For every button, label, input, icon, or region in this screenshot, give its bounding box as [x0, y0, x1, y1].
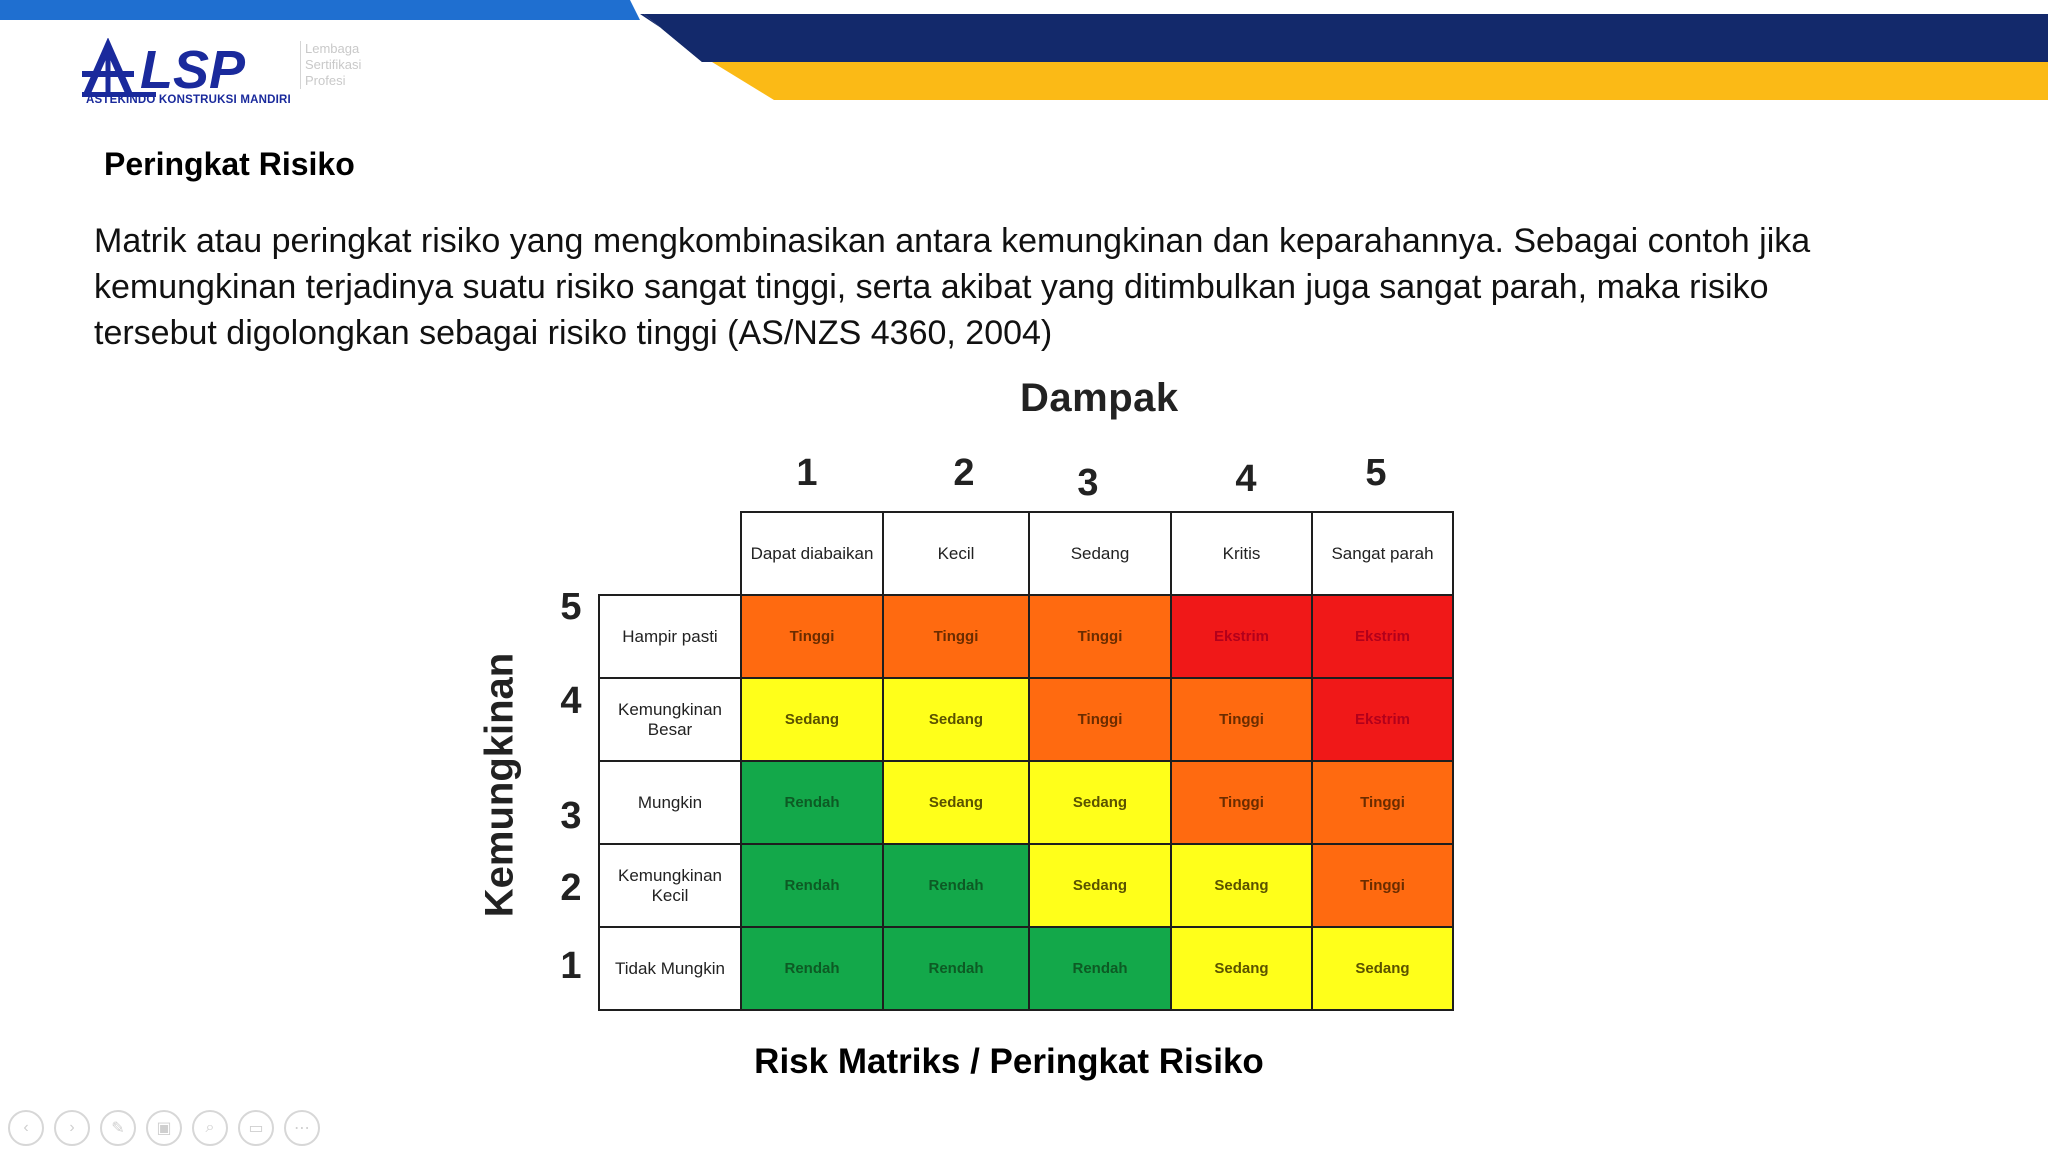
- risk-cell: Rendah: [883, 844, 1029, 927]
- impact-number: 4: [1235, 458, 1257, 500]
- likelihood-number: 4: [560, 680, 582, 722]
- risk-cell: Sedang: [883, 678, 1029, 761]
- likelihood-label: Kemungkinan Besar: [599, 678, 741, 761]
- risk-cell: Tinggi: [1171, 678, 1312, 761]
- risk-cell: Rendah: [1029, 927, 1171, 1010]
- logo-side-line: Sertifikasi: [305, 57, 362, 72]
- risk-cell: Ekstrim: [1171, 595, 1312, 678]
- impact-number: 2: [953, 452, 975, 494]
- logo-subtitle: ASTEKINDO KONSTRUKSI MANDIRI: [86, 94, 291, 106]
- risk-cell: Rendah: [741, 761, 883, 844]
- risk-cell: Rendah: [883, 927, 1029, 1010]
- risk-matrix: [598, 511, 1454, 1011]
- risk-cell: Sedang: [741, 678, 883, 761]
- risk-cell: Sedang: [883, 761, 1029, 844]
- likelihood-number: 2: [560, 867, 582, 909]
- subtitles-icon: ▭: [248, 1120, 264, 1137]
- risk-cell: Tinggi: [1312, 761, 1453, 844]
- zoom-button[interactable]: [192, 1110, 228, 1146]
- matrix-caption: Risk Matriks / Peringkat Risiko: [754, 1042, 1264, 1081]
- likelihood-label: Hampir pasti: [599, 595, 741, 678]
- impact-label: Kritis: [1171, 512, 1312, 595]
- risk-cell: Tinggi: [883, 595, 1029, 678]
- risk-cell: Sedang: [1312, 927, 1453, 1010]
- risk-cell: Sedang: [1171, 927, 1312, 1010]
- impact-label: Dapat diabaikan: [741, 512, 883, 595]
- chevron-right-icon: ›: [69, 1119, 75, 1136]
- impact-axis-title: Dampak: [1020, 376, 1179, 420]
- logo-side-text: [300, 41, 385, 89]
- risk-cell: Ekstrim: [1312, 595, 1453, 678]
- likelihood-label: Kemungkinan Kecil: [599, 844, 741, 927]
- risk-cell: Rendah: [741, 844, 883, 927]
- subtitles-button[interactable]: [238, 1110, 274, 1146]
- next-slide-button[interactable]: [54, 1110, 90, 1146]
- logo-text: LSP: [140, 40, 246, 98]
- section-title: Peringkat Risiko: [104, 146, 355, 182]
- more-icon: ⋯: [294, 1120, 310, 1137]
- pen-tool-button[interactable]: [100, 1110, 136, 1146]
- impact-label: Sangat parah: [1312, 512, 1453, 595]
- magnifier-icon: ⌕: [205, 1119, 215, 1136]
- likelihood-label: Tidak Mungkin: [599, 927, 741, 1010]
- likelihood-number: 5: [560, 586, 582, 628]
- likelihood-axis-title: Kemungkinan: [477, 652, 522, 918]
- chevron-left-icon: ‹: [23, 1119, 29, 1136]
- risk-cell: Tinggi: [1312, 844, 1453, 927]
- impact-label: Sedang: [1029, 512, 1171, 595]
- logo-side-line: Lembaga: [305, 41, 360, 56]
- impact-label: Kecil: [883, 512, 1029, 595]
- impact-number: 1: [796, 452, 818, 494]
- pen-icon: ✎: [111, 1120, 125, 1137]
- impact-number: 5: [1365, 452, 1387, 494]
- slides-overview-button[interactable]: [146, 1110, 182, 1146]
- risk-cell: Tinggi: [1029, 595, 1171, 678]
- more-options-button[interactable]: [284, 1110, 320, 1146]
- risk-cell: Rendah: [741, 927, 883, 1010]
- likelihood-label: Mungkin: [599, 761, 741, 844]
- description-paragraph: Matrik atau peringkat risiko yang mengkombinasikan antara kemungkinan dan keparahannya. Sebagai contoh jika kemungkinan terjadinya suatu risiko sangat tinggi, serta akibat yang ditimbulkan juga sangat parah, maka risiko tersebut digolongkan sebagai risiko tinggi (AS/NZS 4360, 2004): [94, 222, 1811, 352]
- impact-number: 3: [1077, 462, 1099, 504]
- risk-cell: Ekstrim: [1312, 678, 1453, 761]
- likelihood-number: 3: [560, 795, 582, 837]
- risk-cell: Tinggi: [741, 595, 883, 678]
- previous-slide-button[interactable]: [8, 1110, 44, 1146]
- matrix-corner: [599, 512, 741, 595]
- risk-cell: Tinggi: [1029, 678, 1171, 761]
- logo-side-line: Profesi: [305, 73, 346, 88]
- slideshow-toolbar: [8, 1110, 320, 1146]
- slides-icon: ▣: [156, 1120, 172, 1137]
- risk-cell: Sedang: [1171, 844, 1312, 927]
- risk-cell: Sedang: [1029, 761, 1171, 844]
- risk-cell: Sedang: [1029, 844, 1171, 927]
- risk-cell: Tinggi: [1171, 761, 1312, 844]
- likelihood-number: 1: [560, 945, 582, 987]
